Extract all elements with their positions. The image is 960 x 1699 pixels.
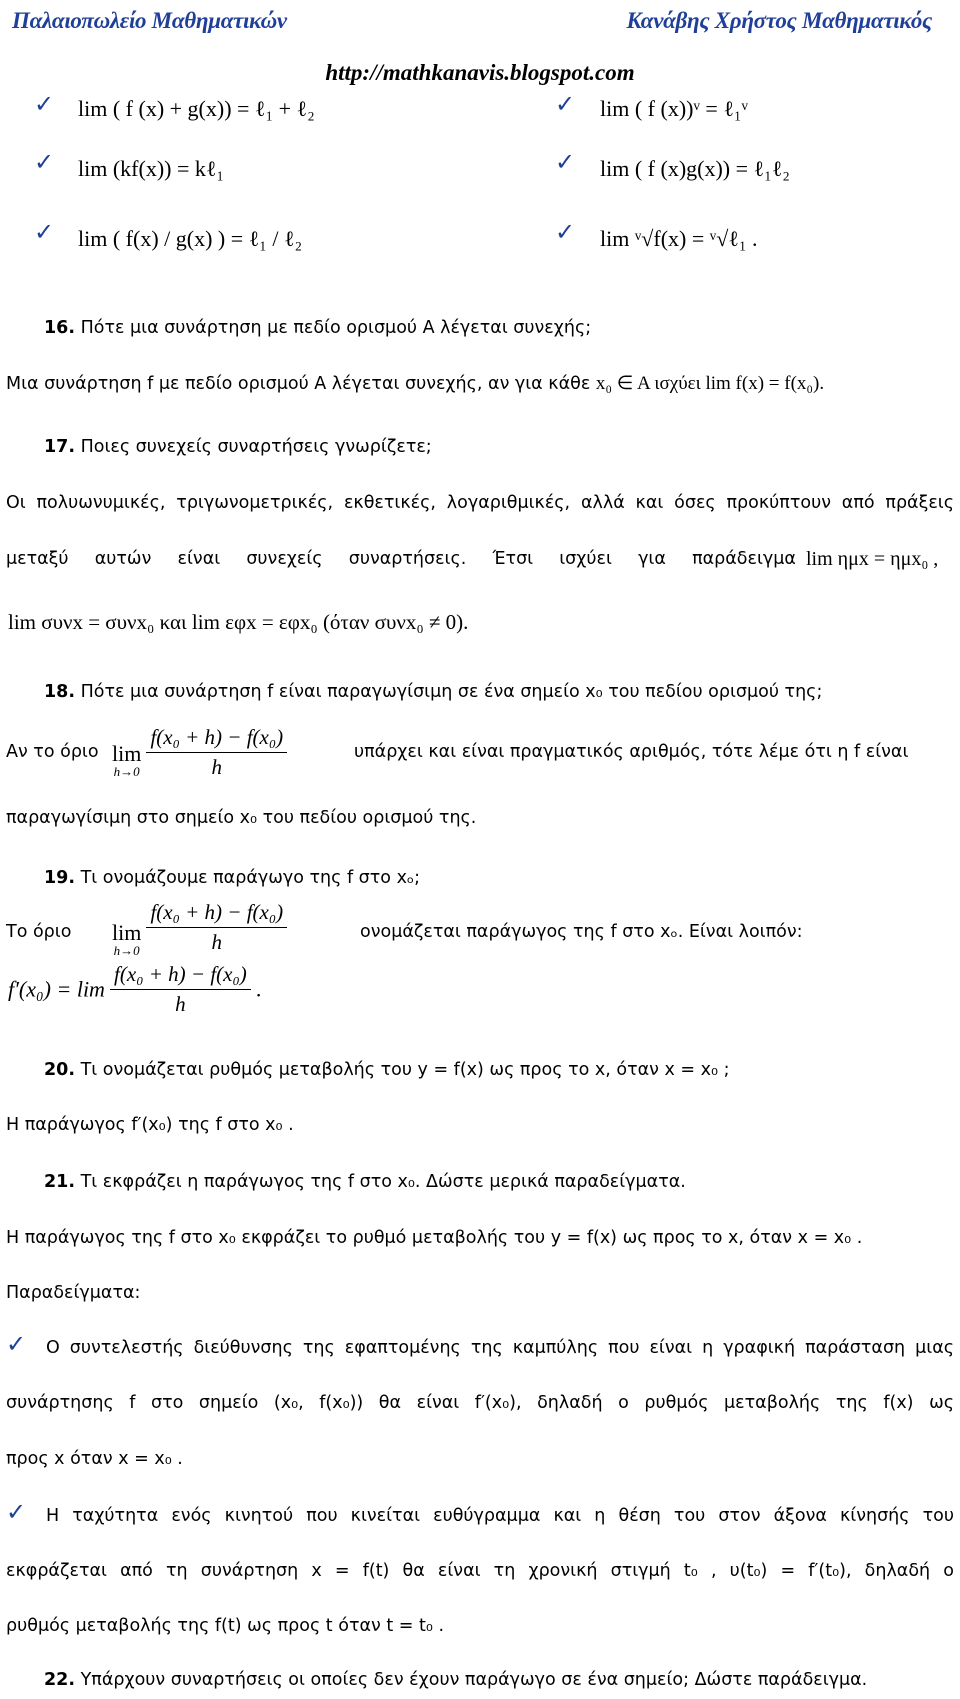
answer-18-a: Αν το όριο xyxy=(6,742,99,762)
question-16 xyxy=(44,318,591,338)
header-left-title: Παλαιοπωλείο Μαθηματικών xyxy=(12,8,287,33)
word: για xyxy=(638,549,666,569)
check-icon: ✓ xyxy=(34,148,55,176)
limit-subscript: h→0 xyxy=(113,764,140,779)
example-2-line3: ρυθμός μεταβολής της f(t) ως προς t όταν t = t₀ . xyxy=(6,1616,445,1636)
question-number: 16. xyxy=(44,318,76,338)
question-17 xyxy=(44,437,432,457)
question-number: 21. xyxy=(44,1172,76,1192)
limit-19: lim h→0 $\frac{\text{f(x₀ + h) − f(x₀)}}{h}$ xyxy=(112,900,287,957)
answer-16 xyxy=(6,372,824,395)
check-icon: ✓ xyxy=(34,218,55,246)
answer-20: Η παράγωγος f′(x₀) της f στο x₀ . xyxy=(6,1115,294,1135)
formula-scalar: lim (kf(x)) = kℓ₁ xyxy=(78,156,225,181)
example-2-line2: εκφράζεται από τη συνάρτηση x = f(t) θα είναι τη χρονική στιγμή t₀ , υ(t₀) = f′(t₀), δηλαδή ο xyxy=(6,1561,954,1581)
question-number: 20. xyxy=(44,1060,76,1080)
word: είναι xyxy=(177,549,221,569)
answer-math: x₀ ∈ A ισχύει lim f(x) = f(x₀). xyxy=(595,373,825,394)
formula-sum: lim ( f (x) + g(x)) = ℓ₁ + ℓ₂ xyxy=(78,96,315,121)
check-icon: ✓ xyxy=(555,148,576,176)
example-1-line1: Ο συντελεστής διεύθυνσης της εφαπτομένης της καμπύλης που είναι η γραφική παράσταση μιας xyxy=(46,1338,954,1358)
header-url[interactable]: http://mathkanavis.blogspot.com xyxy=(325,60,635,85)
limit-subscript: h→0 xyxy=(113,943,140,958)
word: συνεχείς xyxy=(246,549,323,569)
question-20 xyxy=(44,1060,729,1080)
derivative-definition: f′(x₀) = lim $\frac{\text{f(x₀ + h) − f(x₀)}}{h}$ . xyxy=(8,962,262,1016)
example-cos-tan: lim συνx = συνx₀ και lim εφx = εφx₀ (όταν συνx₀ ≠ 0). xyxy=(8,610,469,634)
question-number: 17. xyxy=(44,437,76,457)
word: συναρτήσεις. xyxy=(348,549,467,569)
header-right-author: Κανάβης Χρήστος Μαθηματικός xyxy=(626,8,932,33)
question-22 xyxy=(44,1670,867,1690)
answer-18-b: υπάρχει και είναι πραγματικός αριθμός, τότε λέμε ότι η f είναι xyxy=(354,742,909,762)
derivative-lhs: f′(x₀) = lim xyxy=(8,976,105,1002)
answer-19-a: Το όριο xyxy=(6,922,72,942)
numerator: f(x₀ + h) − f(x₀) xyxy=(146,900,287,928)
answer-17-line2 xyxy=(6,549,796,569)
formula-product: lim ( f (x)g(x)) = ℓ₁ℓ₂ xyxy=(600,156,790,181)
answer-21: Η παράγωγος της f στο x₀ εκφράζει το ρυθμό μεταβολής του y = f(x) ως προς το x, όταν x = x₀ . xyxy=(6,1228,863,1248)
question-number: 18. xyxy=(44,682,76,702)
answer-18-c: παραγωγίσιμη στο σημείο x₀ του πεδίου ορισμού της. xyxy=(6,808,477,828)
denominator: h xyxy=(175,992,186,1016)
word: ισχύει xyxy=(559,549,612,569)
question-19 xyxy=(44,868,420,888)
denominator: h xyxy=(211,755,223,779)
examples-label: Παραδείγματα: xyxy=(6,1283,141,1303)
example-sine: lim ημx = ημx₀ , xyxy=(806,548,939,570)
formula-quotient: lim ( f(x) / g(x) ) = ℓ₁ / ℓ₂ xyxy=(78,226,303,251)
denominator: h xyxy=(211,930,223,954)
question-21 xyxy=(44,1172,686,1192)
question-text: Πότε μια συνάρτηση με πεδίο ορισμού Α λέγεται συνεχής; xyxy=(80,318,592,338)
question-18 xyxy=(44,682,822,702)
example-2-line1: Η ταχύτητα ενός κινητού που κινείται ευθύγραμμα και η θέση του στον άξονα κίνησής του xyxy=(46,1506,954,1526)
question-text: Υπάρχουν συναρτήσεις οι οποίες δεν έχουν παράγωγο σε ένα σημείο; Δώστε παράδειγμα. xyxy=(80,1670,868,1690)
question-number: 22. xyxy=(44,1670,76,1690)
answer-17-line1: Οι πολυωνυμικές, τριγωνομετρικές, εκθετικές, λογαριθμικές, αλλά και όσες προκύπτουν από πράξεις xyxy=(6,493,954,513)
check-icon: ✓ xyxy=(6,1330,27,1358)
question-number: 19. xyxy=(44,868,76,888)
word: Έτσι xyxy=(492,549,534,569)
question-text: Τι ονομάζουμε παράγωγο της f στο xₒ; xyxy=(80,868,421,888)
example-1-line2: συνάρτησης f στο σημείο (x₀, f(x₀)) θα είναι f′(x₀), δηλαδή ο ρυθμός μεταβολής της f(x) ως xyxy=(6,1393,954,1413)
limit-18: lim h→0 $\frac{\text{f(x₀ + h) − f(x₀)}}{h}$ xyxy=(112,725,287,780)
formula-power: lim ( f (x))ᵛ = ℓ₁ᵛ xyxy=(600,96,749,121)
check-icon: ✓ xyxy=(555,90,576,118)
question-text: Τι εκφράζει η παράγωγος της f στο x₀. Δώστε μερικά παραδείγματα. xyxy=(80,1172,686,1192)
word: μεταξύ xyxy=(6,549,69,569)
example-1-line3: προς x όταν x = x₀ . xyxy=(6,1449,183,1469)
answer-19-b: ονομάζεται παράγωγος της f στο xₒ. Είναι λοιπόν: xyxy=(360,922,803,942)
question-text: Τι ονομάζεται ρυθμός μεταβολής του y = f(x) ως προς το x, όταν x = x₀ ; xyxy=(80,1060,730,1080)
word: παράδειγμα xyxy=(692,549,796,569)
formula-root: lim ᵛ√f(x) = ᵛ√ℓ₁ . xyxy=(600,226,758,251)
check-icon: ✓ xyxy=(6,1498,27,1526)
question-text: Πότε μια συνάρτηση f είναι παραγωγίσιμη σε ένα σημείο x₀ του πεδίου ορισμού της; xyxy=(80,682,823,702)
question-text: Ποιες συνεχείς συναρτήσεις γνωρίζετε; xyxy=(80,437,432,457)
word: αυτών xyxy=(94,549,152,569)
check-icon: ✓ xyxy=(34,90,55,118)
numerator: f(x₀ + h) − f(x₀) xyxy=(146,725,287,753)
check-icon: ✓ xyxy=(555,218,576,246)
answer-text: Μια συνάρτηση f με πεδίο ορισμού Α λέγεται συνεχής, αν για κάθε xyxy=(6,374,591,394)
numerator: f(x₀ + h) − f(x₀) xyxy=(110,962,251,990)
